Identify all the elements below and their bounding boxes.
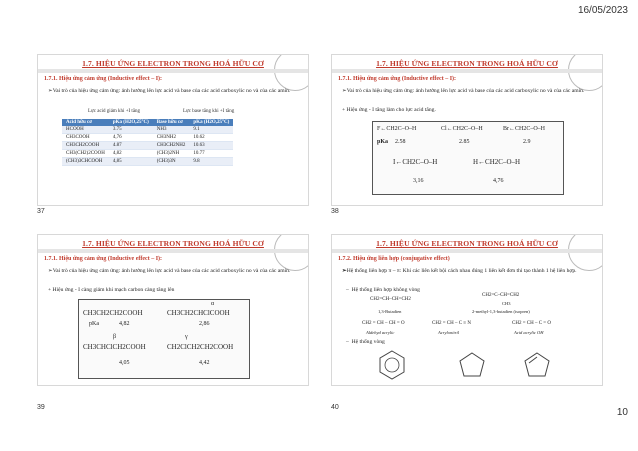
label-base: Lực base tăng khi +I tăng (183, 109, 235, 114)
slide-subtitle: 1.7.2. Hiệu ứng liên hợp (conjugative effect) (338, 256, 450, 262)
cell: 10.77 (189, 150, 233, 158)
pka-value: 2.85 (459, 139, 470, 145)
table-row (62, 126, 233, 134)
greek-label: γ (185, 334, 188, 340)
slide-number: 39 (37, 404, 45, 411)
cell: 9.8 (189, 158, 233, 166)
label-acid: Lực acid giảm khi +I tăng (88, 109, 141, 114)
cell: NH3 (153, 126, 190, 134)
pka-value: 4,05 (119, 360, 130, 366)
col-pka: pKa (H2O,25°C) (109, 119, 153, 126)
cell: CH3CH2NH2 (153, 142, 190, 150)
table-row (62, 158, 233, 166)
chem-formula: CH3CH2CH2COOH (83, 309, 143, 317)
cell: 4,82 (109, 150, 153, 158)
pka-label: pKa (377, 139, 389, 145)
slide-plus-note: + Hiệu ứng - I càng giảm khi mạch carbon càng tăng lên (48, 287, 175, 293)
col-base: Base hữu cơ (153, 119, 190, 126)
slide-number: 37 (37, 208, 45, 215)
chem-name: 1,3-Butadien (378, 309, 402, 314)
slide-number: 38 (331, 208, 339, 215)
chem-name: Acid acrylic OH (514, 330, 544, 335)
header-date: 16/05/2023 (577, 5, 628, 16)
slide-title: 1.7. HIỆU ỨNG ELECTRON TRONG HOÁ HỮU CƠ (82, 239, 264, 248)
chem-formula: Cl←CH2C–O–H (441, 126, 483, 132)
pka-label: pKa (89, 321, 99, 327)
cell: HCOOH (62, 126, 109, 134)
cell: 10.62 (189, 134, 233, 142)
slide-subtitle: 1.7.1. Hiệu ứng cảm ứng (Inductive effect – I): (44, 76, 163, 82)
pka-value: 2,86 (199, 321, 210, 327)
chem-image (372, 121, 564, 195)
slide-bullet: ➢Vai trò của hiệu ứng cảm ứng: ảnh hưởng lên lực acid và base của các acid carboxylic no và của các amin. (48, 88, 291, 94)
slide-title: 1.7. HIỆU ỨNG ELECTRON TRONG HOÁ HỮU CƠ (82, 59, 264, 68)
chem-formula: H←CH2C–O–H (473, 158, 521, 166)
slide-number: 40 (331, 404, 339, 411)
slide-38 (331, 54, 603, 206)
chem-formula: F←CH2C–O–H (377, 126, 417, 132)
table-row (62, 150, 233, 158)
chem-formula: CH3CH2CHClCOOH (167, 309, 230, 317)
chem-name: Acrylonitril (438, 330, 459, 335)
cell: (CH3)3CHCOOH (62, 158, 109, 166)
benzene-circle (385, 358, 399, 372)
chem-image (78, 299, 250, 379)
cell: CH3NH2 (153, 134, 190, 142)
chem-formula: CH2=CH–CH=CH2 (370, 297, 411, 302)
greek-label: α (211, 301, 215, 307)
cell: (CH3)2NH (153, 150, 190, 158)
list-item: – Hệ thống vòng (346, 339, 385, 345)
pka-value: 4,42 (199, 360, 210, 366)
slide-39 (37, 234, 309, 386)
pka-value: 2.9 (523, 139, 531, 145)
list-item: – Hệ thống liên hợp không vòng (346, 287, 420, 293)
cell: 10.63 (189, 142, 233, 150)
page-number: 10 (616, 407, 628, 418)
cell: 4,76 (109, 134, 153, 142)
title-stripe (38, 249, 308, 253)
cell: (CH3)3N (153, 158, 190, 166)
slide-bullet: ➢Vai trò của hiệu ứng cảm ứng: ảnh hưởng lên lực acid và base của các acid carboxylic no và của các amin. (48, 268, 291, 274)
pka-value: 4,82 (119, 321, 130, 327)
slide-40 (331, 234, 603, 386)
cell: 3.75 (109, 126, 153, 134)
cyclopentadiene-ring-icon (460, 353, 484, 376)
pka-value: 2.58 (395, 139, 406, 145)
title-stripe (332, 249, 602, 253)
slide-plus-note: + Hiệu ứng - I tăng làm cho lực acid tăng. (342, 107, 436, 113)
slide-title: 1.7. HIỆU ỨNG ELECTRON TRONG HOÁ HỮU CƠ (376, 239, 558, 248)
ring-structures (372, 349, 572, 381)
slide-subtitle: 1.7.1. Hiệu ứng cảm ứng (Inductive effect – I): (338, 76, 457, 82)
chem-formula: CH3 (502, 301, 511, 306)
benzene-ring-icon (380, 351, 404, 379)
cell: CH3CH2COOH (62, 142, 109, 150)
col-acid: Acid hữu cơ (62, 119, 109, 126)
slide-subtitle: 1.7.1. Hiệu ứng cảm ứng (Inductive effect – I): (44, 256, 163, 262)
table-row (62, 142, 233, 150)
chem-formula: CH2 = CH – C = O (512, 321, 551, 326)
chem-formula: CH2 = CH – C ≡ N (432, 321, 471, 326)
chem-name: 2-methyl-1,3-butadien (isopren) (472, 309, 530, 314)
cell: 4,85 (109, 158, 153, 166)
slide-37 (37, 54, 309, 206)
table-row (62, 134, 233, 142)
cell: 9.1 (189, 126, 233, 134)
slide-bullet: ➢Vai trò của hiệu ứng cảm ứng: ảnh hưởng lên lực acid và base của các acid carboxylic no và của các amin. (342, 88, 585, 94)
chem-formula: CH2 = CH – CH = O (362, 321, 405, 326)
chem-formula: CH3CHClCH2COOH (83, 343, 146, 351)
pka-table (62, 119, 233, 166)
cell: 4.87 (109, 142, 153, 150)
pka-value: 3,16 (413, 178, 424, 184)
furan-ring-icon (525, 353, 549, 376)
greek-label: β (113, 334, 117, 340)
cell: CH3COOH (62, 134, 109, 142)
chem-name: Aldehyd acrylic (366, 330, 395, 335)
slide-title: 1.7. HIỆU ỨNG ELECTRON TRONG HOÁ HỮU CƠ (376, 59, 558, 68)
chem-formula: Br←CH2C–O–H (503, 126, 546, 132)
chem-formula: I←CH2C–O–H (393, 158, 438, 166)
cell: CH3(CH2)2COOH (62, 150, 109, 158)
chem-formula: CH2=C–CH=CH2 (482, 293, 520, 298)
chem-formula: CH2ClCH2CH2COOH (167, 343, 234, 351)
col-pka: pKa (H2O,25°C) (189, 119, 233, 126)
title-stripe (38, 69, 308, 73)
pka-value: 4,76 (493, 178, 504, 184)
title-stripe (332, 69, 602, 73)
slide-bullet: ➢Hệ thống liên hợp π – π: Khi các liên kết bội cách nhau đúng 1 liên kết đơn thì tạo thành 1 hệ liên hợp. (342, 268, 577, 274)
